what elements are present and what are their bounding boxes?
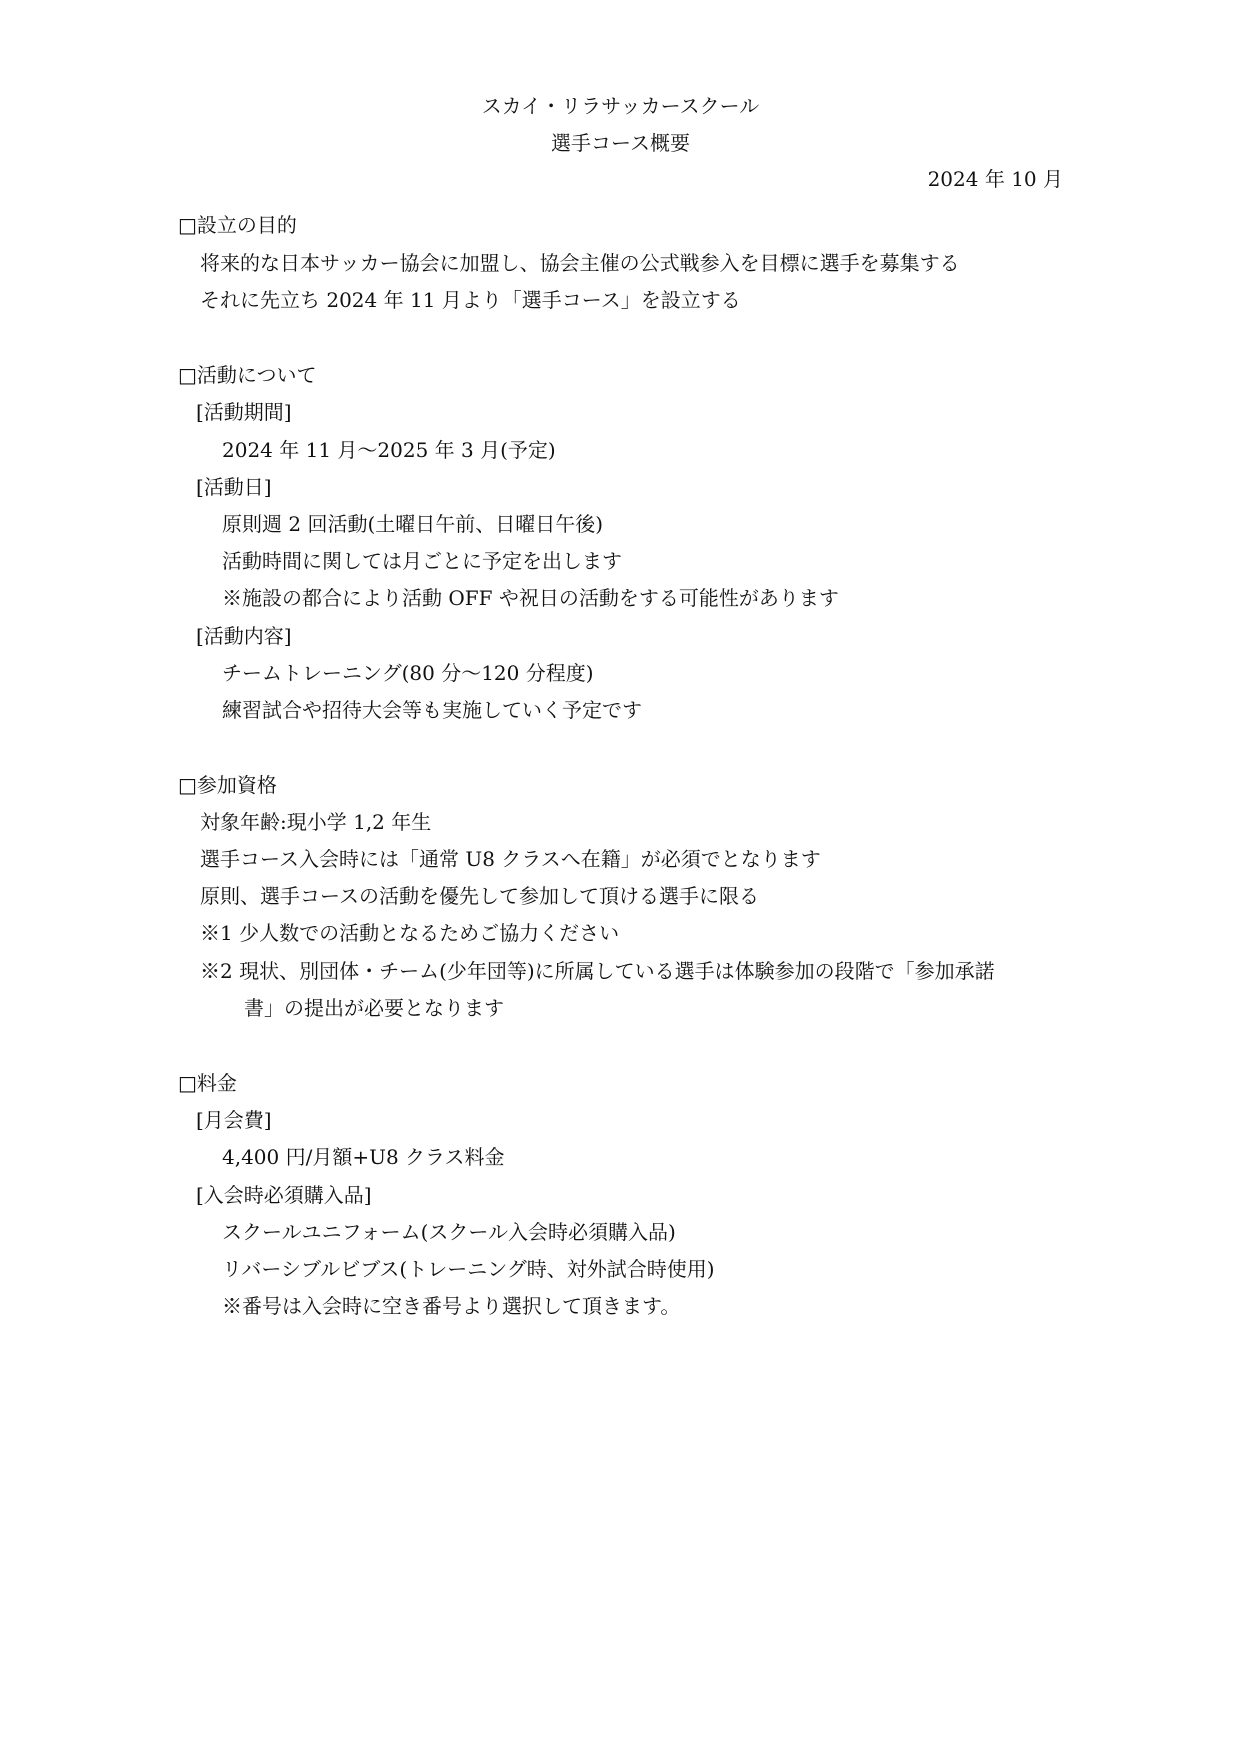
eligibility-line: 原則、選手コースの活動を優先して参加して頂ける選手に限る (200, 884, 759, 908)
document-date: 2024 年 10 月 (927, 167, 1063, 191)
document-title: 選手コース概要 (551, 131, 690, 155)
eligibility-line: 対象年齢:現小学 1,2 年生 (200, 810, 432, 834)
eligibility-note-continued: 書」の提出が必要となります (244, 996, 504, 1020)
eligibility-note: ※2 現状、別団体・チーム(少年団等)に所属している選手は体験参加の段階で「参加承諾 (200, 959, 995, 983)
activity-content-label: [活動内容] (196, 624, 292, 648)
activity-days-label: [活動日] (196, 475, 272, 499)
purpose-line: それに先立ち 2024 年 11 月より「選手コース」を設立する (200, 288, 741, 312)
fees-purchase-note: ※番号は入会時に空き番号より選択して頂きます。 (222, 1294, 681, 1318)
section-heading-fees: □料金 (178, 1071, 237, 1095)
school-name: スカイ・リラサッカースクール (481, 94, 760, 118)
eligibility-line: 選手コース入会時には「通常 U8 クラスへ在籍」が必須でとなります (200, 847, 821, 871)
eligibility-note: ※1 少人数での活動となるためご協力ください (200, 921, 620, 945)
fees-monthly-value: 4,400 円/月額+U8 クラス料金 (222, 1145, 505, 1169)
fees-purchase-line: スクールユニフォーム(スクール入会時必須購入品) (222, 1220, 676, 1244)
activity-content-line: チームトレーニング(80 分～120 分程度) (222, 661, 594, 685)
activity-days-line: 活動時間に関しては月ごとに予定を出します (222, 549, 622, 573)
activity-content-line: 練習試合や招待大会等も実施していく予定です (222, 698, 642, 722)
activity-days-line: ※施設の都合により活動 OFF や祝日の活動をする可能性があります (222, 586, 839, 610)
purpose-line: 将来的な日本サッカー協会に加盟し、協会主催の公式戦参入を目標に選手を募集する (200, 251, 960, 275)
section-heading-eligibility: □参加資格 (178, 773, 277, 797)
activity-days-line: 原則週 2 回活動(土曜日午前、日曜日午後) (222, 512, 604, 536)
fees-monthly-label: [月会費] (196, 1108, 272, 1132)
fees-purchase-label: [入会時必須購入品] (196, 1183, 372, 1207)
fees-purchase-line: リバーシブルビブス(トレーニング時、対外試合時使用) (222, 1257, 715, 1281)
section-heading-purpose: □設立の目的 (178, 213, 297, 237)
activity-period-label: [活動期間] (196, 400, 292, 424)
activity-period-value: 2024 年 11 月～2025 年 3 月(予定) (222, 438, 556, 462)
section-heading-activity: □活動について (178, 363, 317, 387)
